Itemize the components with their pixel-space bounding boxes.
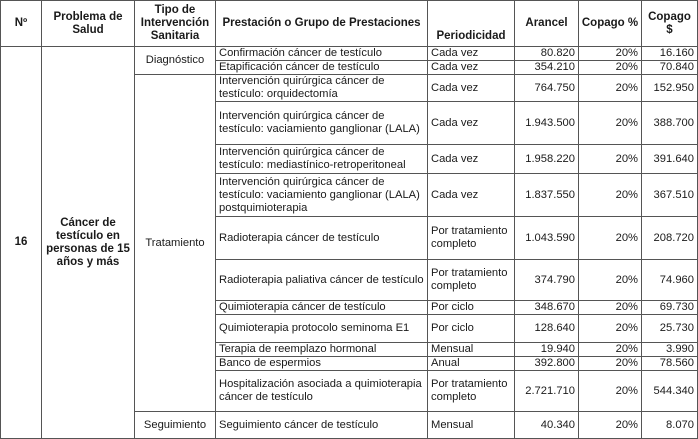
prestacion-cell: Radioterapia paliativa cáncer de testículo [216,260,428,301]
prestacion-cell: Quimioterapia cáncer de testículo [216,301,428,315]
copago-pct-cell: 20% [579,357,642,371]
periodicidad-cell: Cada vez [428,102,515,145]
copago-cell: 3.990 [642,343,698,357]
group-tratamiento: Tratamiento [135,75,216,412]
periodicidad-cell: Cada vez [428,61,515,75]
copago-pct-cell: 20% [579,260,642,301]
header-copago-pct: Copago % [579,1,642,47]
copago-cell: 367.510 [642,174,698,217]
prestacion-cell: Etapificación cáncer de testículo [216,61,428,75]
copago-cell: 69.730 [642,301,698,315]
header-row [1,1,698,47]
periodicidad-cell: Mensual [428,412,515,439]
arancel-cell: 1.043.590 [515,217,579,260]
copago-pct-cell: 20% [579,343,642,357]
header-arancel: Arancel [515,1,579,47]
prestacion-cell: Confirmación cáncer de testículo [216,47,428,61]
prestacion-cell: Intervención quirúrgica cáncer de testículo: vaciamiento ganglionar (LALA) postquimioterapia [216,174,428,217]
problem-number: 16 [1,47,42,439]
header-n: Nº [1,1,42,47]
periodicidad-cell: Por tratamiento completo [428,260,515,301]
table-row [1,47,698,61]
periodicidad-cell: Anual [428,357,515,371]
header-prestacion: Prestación o Grupo de Prestaciones [216,1,428,47]
prestacion-cell: Intervención quirúrgica cáncer de testículo: mediastínico-retroperitoneal [216,145,428,174]
prestacion-cell: Terapia de reemplazo hormonal [216,343,428,357]
arancel-cell: 19.940 [515,343,579,357]
periodicidad-cell: Por ciclo [428,315,515,343]
group-diagnostico: Diagnóstico [135,47,216,75]
periodicidad-cell: Cada vez [428,47,515,61]
prestacion-cell: Radioterapia cáncer de testículo [216,217,428,260]
copago-pct-cell: 20% [579,412,642,439]
arancel-cell: 348.670 [515,301,579,315]
arancel-cell: 374.790 [515,260,579,301]
copago-pct-cell: 20% [579,75,642,102]
periodicidad-cell: Por tratamiento completo [428,371,515,412]
prestacion-cell: Seguimiento cáncer de testículo [216,412,428,439]
copago-cell: 8.070 [642,412,698,439]
copago-pct-cell: 20% [579,301,642,315]
copago-pct-cell: 20% [579,47,642,61]
arancel-cell: 80.820 [515,47,579,61]
arancel-cell: 40.340 [515,412,579,439]
periodicidad-cell: Por tratamiento completo [428,217,515,260]
arancel-cell: 354.210 [515,61,579,75]
arancel-cell: 764.750 [515,75,579,102]
prestacion-cell: Quimioterapia protocolo seminoma E1 [216,315,428,343]
group-seguimiento: Seguimiento [135,412,216,439]
copago-pct-cell: 20% [579,61,642,75]
copago-cell: 25.730 [642,315,698,343]
copago-cell: 74.960 [642,260,698,301]
copago-cell: 208.720 [642,217,698,260]
copago-pct-cell: 20% [579,174,642,217]
header-copago-val: Copago $ [642,1,698,47]
periodicidad-cell: Cada vez [428,145,515,174]
prestacion-cell: Banco de espermios [216,357,428,371]
copago-cell: 16.160 [642,47,698,61]
header-tipo: Tipo de Intervención Sanitaria [135,1,216,47]
arancel-cell: 1.837.550 [515,174,579,217]
header-problema: Problema de Salud [42,1,135,47]
problem-name: Cáncer de testículo en personas de 15 años y más [42,47,135,439]
copago-pct-cell: 20% [579,145,642,174]
copago-cell: 388.700 [642,102,698,145]
arancel-cell: 1.958.220 [515,145,579,174]
periodicidad-cell: Por ciclo [428,301,515,315]
prestacion-cell: Hospitalización asociada a quimioterapia cáncer de testículo [216,371,428,412]
header-periodicidad: Periodicidad [428,1,515,47]
copago-pct-cell: 20% [579,371,642,412]
copago-cell: 391.640 [642,145,698,174]
copago-pct-cell: 20% [579,315,642,343]
copago-pct-cell: 20% [579,217,642,260]
copago-cell: 152.950 [642,75,698,102]
periodicidad-cell: Cada vez [428,75,515,102]
copago-cell: 78.560 [642,357,698,371]
arancel-cell: 128.640 [515,315,579,343]
copago-cell: 70.840 [642,61,698,75]
prestacion-cell: Intervención quirúrgica cáncer de testículo: vaciamiento ganglionar (LALA) [216,102,428,145]
copago-cell: 544.340 [642,371,698,412]
prestacion-cell: Intervención quirúrgica cáncer de testículo: orquidectomía [216,75,428,102]
arancel-cell: 2.721.710 [515,371,579,412]
arancel-cell: 1.943.500 [515,102,579,145]
periodicidad-cell: Mensual [428,343,515,357]
periodicidad-cell: Cada vez [428,174,515,217]
arancel-cell: 392.800 [515,357,579,371]
copago-pct-cell: 20% [579,102,642,145]
